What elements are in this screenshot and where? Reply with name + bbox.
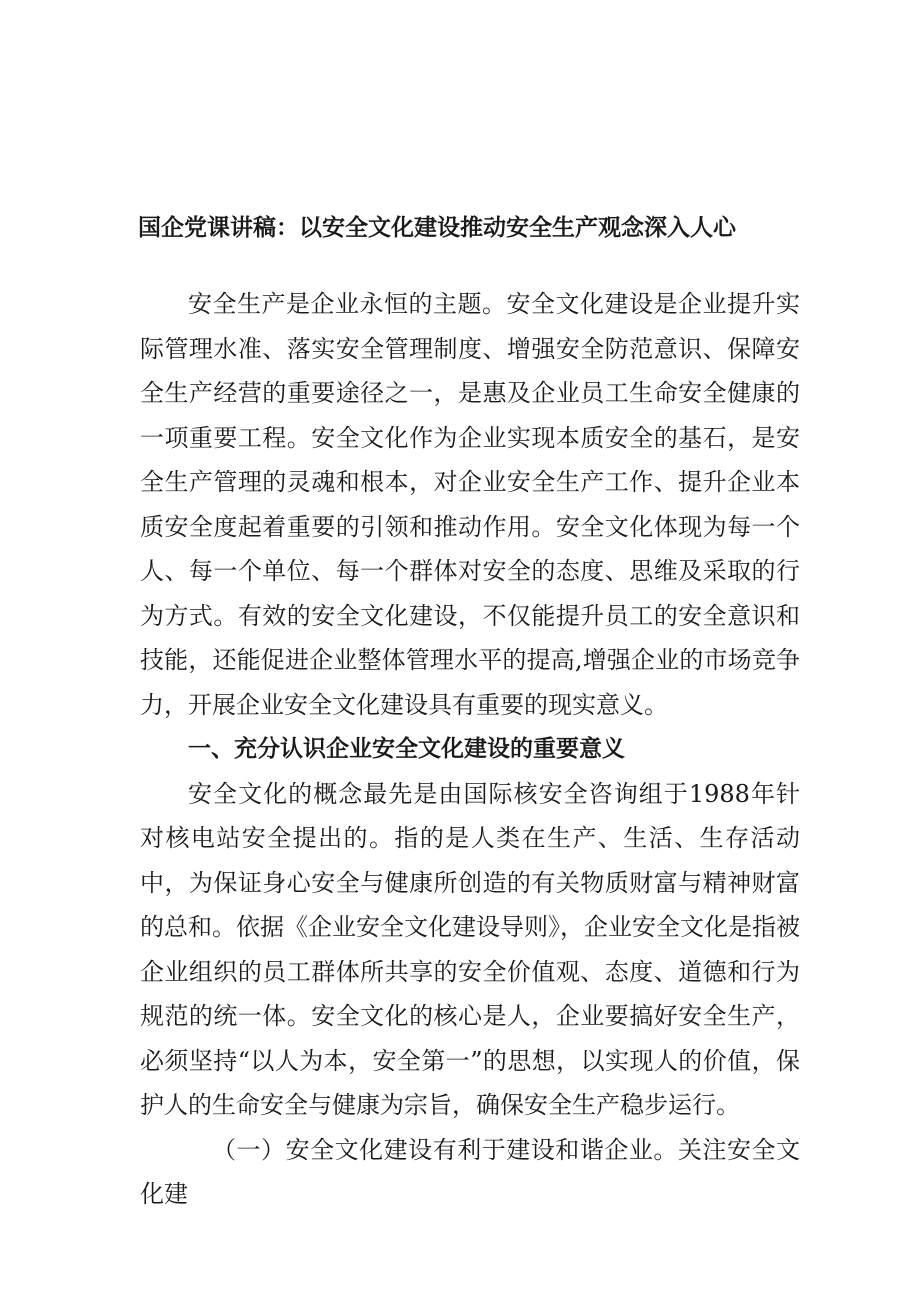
section-heading-1: 一、充分认识企业安全文化建设的重要意义 [188, 736, 625, 762]
subsection-1-paragraph: （一）安全文化建设有利于建设和谐企业。关注安全文化建 [140, 1135, 800, 1208]
document-title: 国企党课讲稿：以安全文化建设推动安全生产观念深入人心 [138, 215, 736, 241]
document-body [140, 282, 800, 1217]
section-1-paragraph: 安全文化的概念最先是由国际核安全咨询组于1988年针对核电站安全提出的。指的是人类在生产、生活、生存活动中，为保证身心安全与健康所创造的有关物质财富与精神财富的总和。依据《企业安全文化建设导则》，企业安全文化是指被企业组织的员工群体所共享的安全价值观、态度、道德和行为规范的统一体。安全文化的核心是人，企业要搞好安全生产，必须坚持“以人为本，安全第一”的思想，以实现人的价值，保护人的生命安全与健康为宗旨，确保安全生产稳步运行。 [140, 779, 800, 1119]
intro-paragraph: 安全生产是企业永恒的主题。安全文化建设是企业提升实际管理水准、落实安全管理制度、增强安全防范意识、保障安全生产经营的重要途径之一，是惠及企业员工生命安全健康的一项重要工程。安全文化作为企业实现本质安全的基石，是安全生产管理的灵魂和根本，对企业安全生产工作、提升企业本质安全度起着重要的引领和推动作用。安全文化体现为每一个人、每一个单位、每一个群体对安全的态度、思维及采取的行为方式。有效的安全文化建设，不仅能提升员工的安全意识和技能，还能促进企业整体管理水平的提高,增强企业的市场竞争力，开展企业安全文化建设具有重要的现实意义。 [140, 290, 800, 719]
